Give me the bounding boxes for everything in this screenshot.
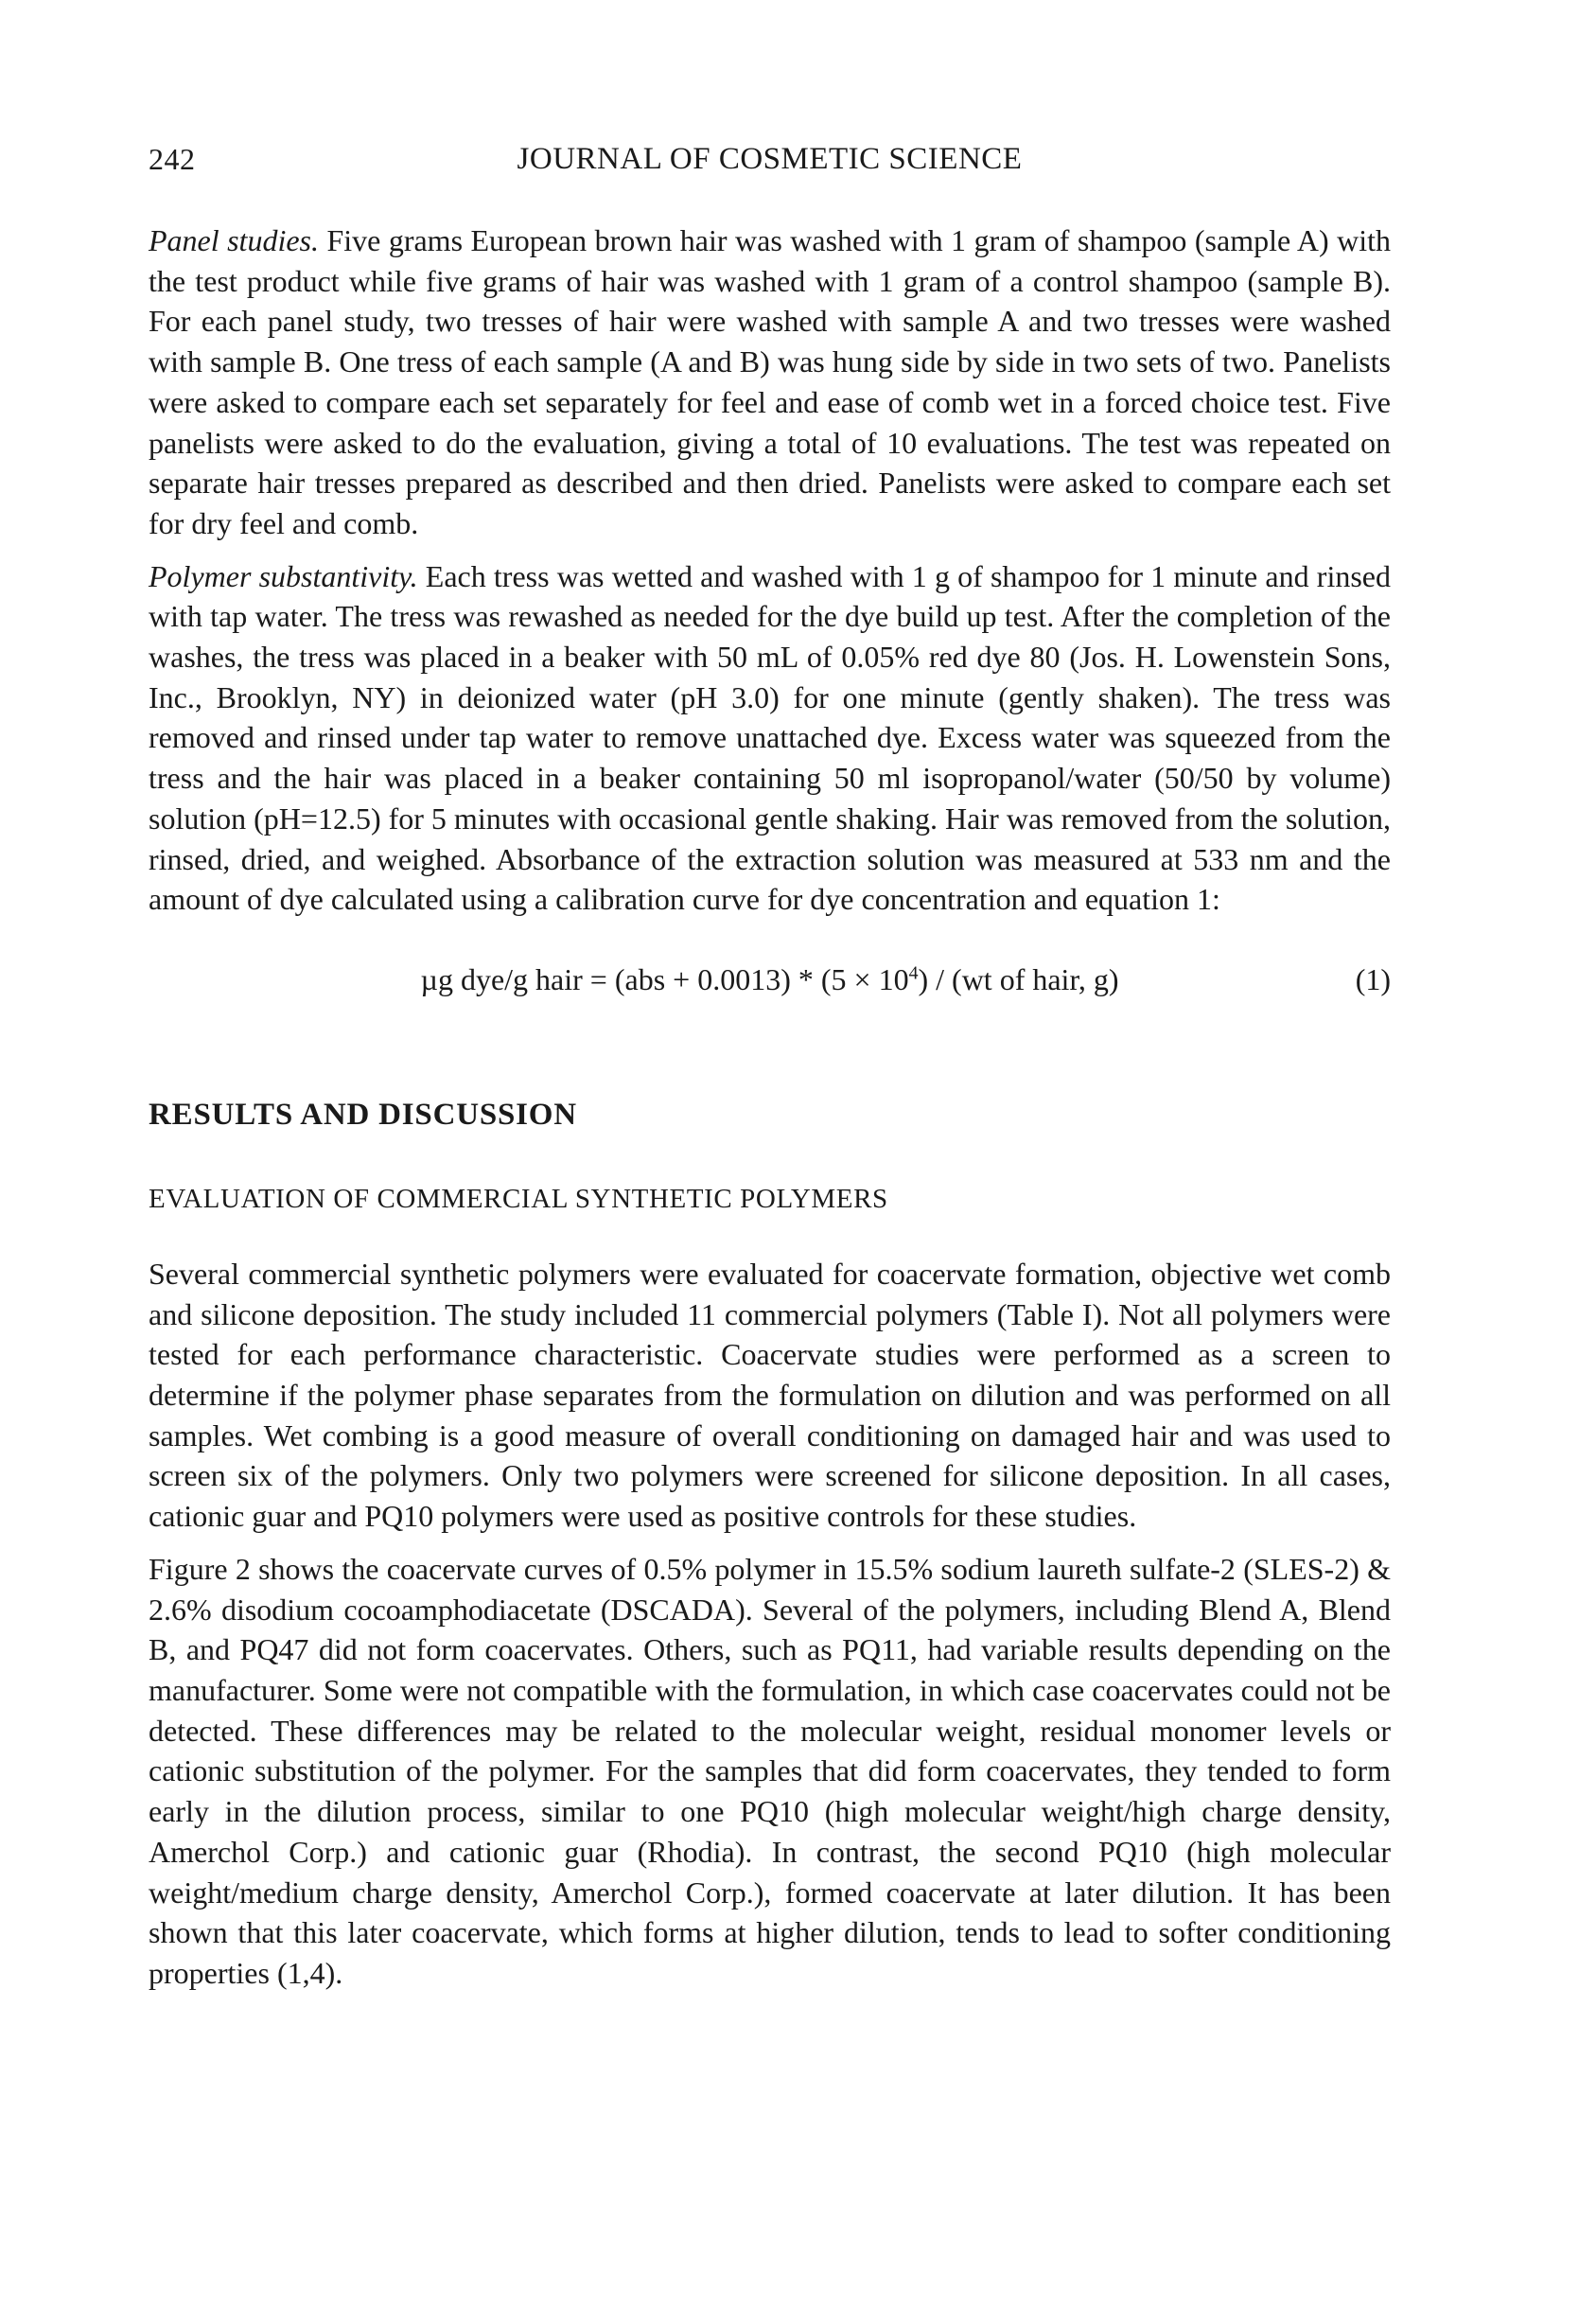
panel-studies-paragraph (149, 220, 1391, 544)
equation-1-base-right: ) / (wt of hair, g) (918, 961, 1119, 996)
polymers-evaluation-paragraph: Several commercial synthetic polymers were evaluated for coacervate formation, objective wet comb and silicone deposition. The study included 11 commercial polymers (Table I). Not all polymers were tested for each performance characteristic. Coacervate studies were performed as a screen to determine if the polymer phase separates from the formulation on dilution and was performed on all samples. Wet combing is a good measure of overall conditioning on damaged hair and was used to screen six of the polymers. Only two polymers were screened for silicone deposition. In all cases, cationic guar and PQ10 polymers were used as positive controls for these studies. (149, 1256, 1391, 1534)
polymer-substantivity-lead: Polymer substantivity. (149, 558, 418, 593)
page-number: 242 (149, 142, 196, 176)
page-body (149, 220, 1391, 1994)
equation-1-exponent: 4 (908, 962, 919, 984)
journal-title: JOURNAL OF COSMETIC SCIENCE (517, 142, 1023, 176)
running-header (149, 142, 1391, 177)
equation-1-number: (1) (1355, 961, 1391, 996)
equation-1-row (149, 959, 1391, 999)
panel-studies-text: Five grams European brown hair was washed with 1 gram of shampoo (sample A) with the test product while five grams of hair was washed with 1 gram of a control shampoo (sample B). For each panel study, two tresses of hair were washed with sample A and two tresses were washed with sample B. One tress of each sample (A and B) was hung side by side in two sets of two. Panelists were asked to compare each set separately for feel and ease of comb wet in a forced choice test. Five panelists were asked to do the evaluation, giving a total of 10 evaluations. The test was repeated on separate hair tresses prepared as described and then dried. Panelists were asked to compare each set for dry feel and comb. (149, 223, 1392, 540)
polymer-substantivity-text: Each tress was wetted and washed with 1 g of shampoo for 1 minute and rinsed with tap water. The tress was rewashed as needed for the dye build up test. After the completion of the washes, the tress was placed in a beaker with 50 mL of 0.05% red dye 80 (Jos. H. Lowenstein Sons, Inc., Brooklyn, NY) in deionized water (pH 3.0) for one minute (gently shaken). The tress was removed and rinsed under tap water to remove unattached dye. Excess water was squeezed from the tress and the hair was placed in a beaker containing 50 ml isopropanol/water (50/50 by volume) solution (pH=12.5) for 5 minutes with occasional gentle shaking. Hair was removed from the solution, rinsed, dried, and weighed. Absorbance of the extraction solution was measured at 533 nm and the amount of dye calculated using a calibration curve for dye concentration and equation 1: (149, 558, 1392, 917)
results-and-discussion-heading: RESULTS AND DISCUSSION (149, 1097, 577, 1132)
equation-1 (421, 962, 1119, 996)
coacervate-curves-paragraph: Figure 2 shows the coacervate curves of 0.5% polymer in 15.5% sodium laureth sulfate-2 (SLES-2) & 2.6% disodium cocoamphodiacetate (DSCADA). Several of the polymers, including Blend A, Blend B, and PQ47 did not form coacervates. Others, such as PQ11, had variable results depending on the manufacturer. Some were not compatible with the formulation, in which case coacervates could not be detected. These differences may be related to the molecular weight, residual monomer levels or cationic substitution of the polymer. For the samples that did form coacervates, they tended to form early in the dilution process, similar to one PQ10 (high molecular weight/high charge density, Amerchol Corp.) and cationic guar (Rhodia). In contrast, the second PQ10 (high molecular weight/medium charge density, Amerchol Corp.), formed coacervate at later dilution. It has been shown that this later coacervate, which forms at higher dilution, tends to lead to softer conditioning properties (1,4). (149, 1551, 1391, 1990)
equation-1-base-left: µg dye/g hair = (abs + 0.0013) * (5 × 10 (420, 961, 909, 996)
polymer-substantivity-paragraph (149, 556, 1391, 920)
panel-studies-lead: Panel studies. (149, 223, 319, 257)
evaluation-subheading: EVALUATION OF COMMERCIAL SYNTHETIC POLYMERS (149, 1183, 888, 1214)
